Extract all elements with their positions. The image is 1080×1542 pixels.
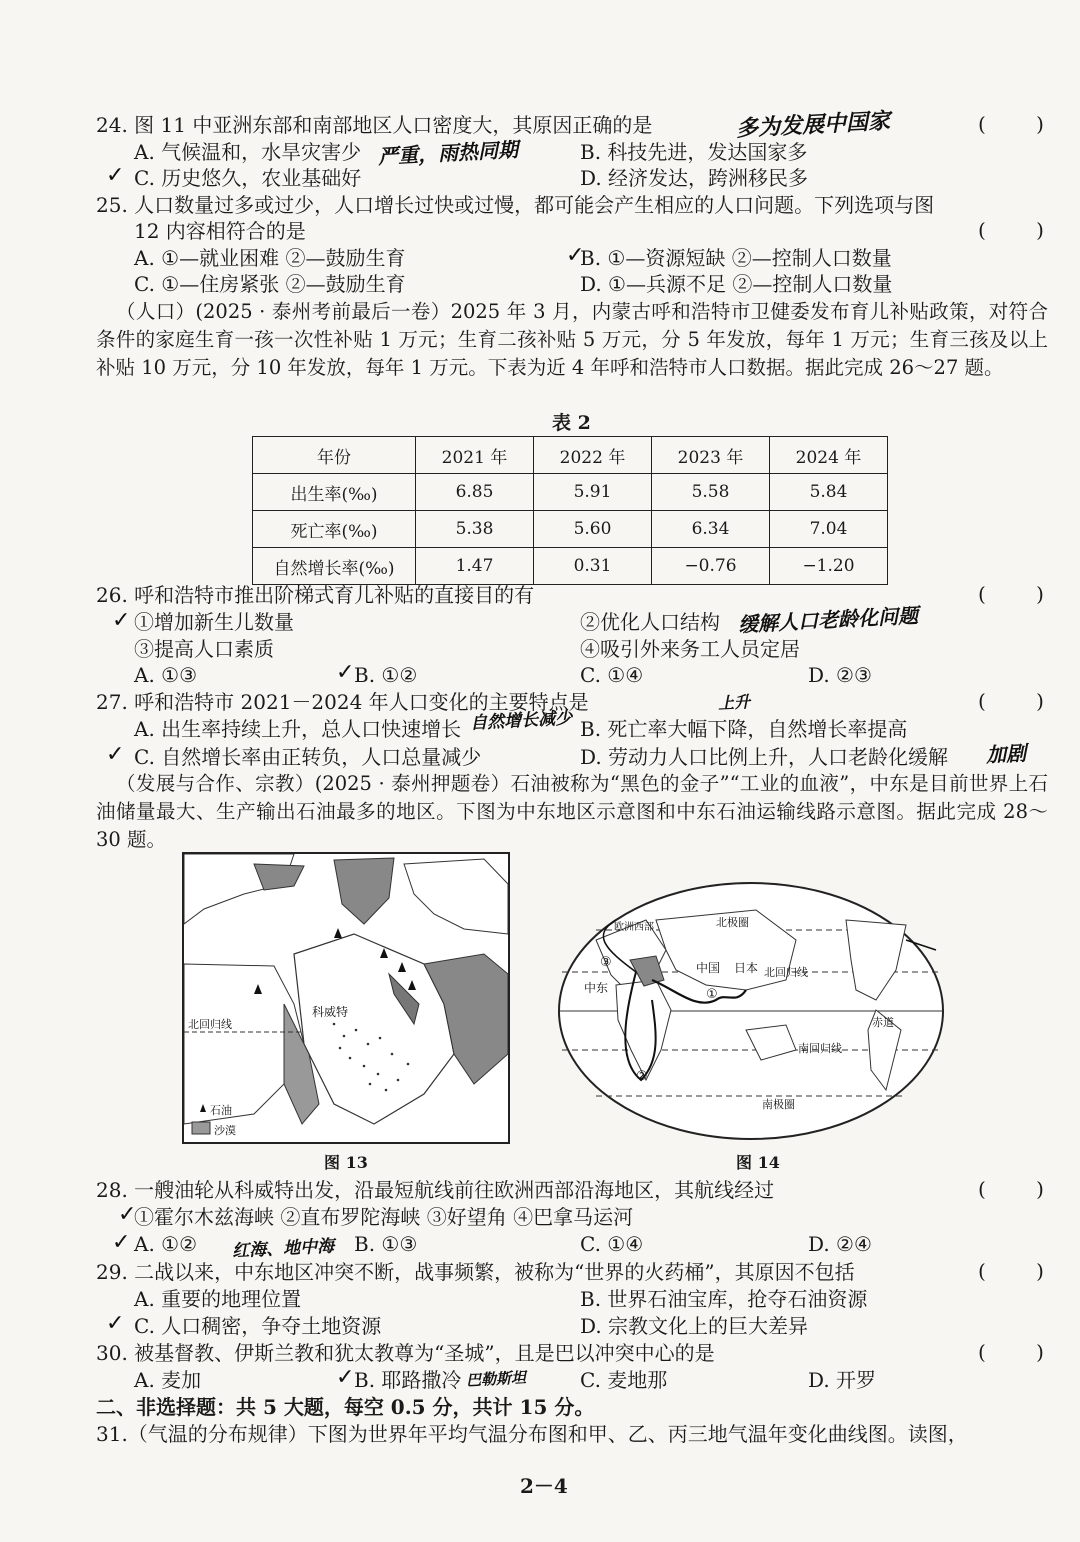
table2-caption: 表 2 xyxy=(552,412,591,434)
q25-stem-2: 12 内容相符合的是 xyxy=(134,219,306,243)
q28-bracket: ( ) xyxy=(978,1177,1066,1201)
q28-options: ①霍尔木兹海峡 ②直布罗陀海峡 ③好望角 ④巴拿马运河 xyxy=(134,1205,634,1229)
china-label: 中国 xyxy=(696,961,721,975)
q26-option-4: ④吸引外来务工人员定居 xyxy=(580,637,800,661)
antarctic-label: 南极圈 xyxy=(762,1098,795,1111)
table-cell: 5.91 xyxy=(534,474,652,511)
table-cell: 5.60 xyxy=(534,511,652,548)
q25-option-c: C. ①—住房紧张 ②—鼓励生育 xyxy=(134,272,406,296)
table-cell: 1.47 xyxy=(416,548,534,585)
table-cell: 5.38 xyxy=(416,511,534,548)
q26-option-1: ①增加新生儿数量 xyxy=(134,610,294,634)
q24-handwriting: 多为发展中国家 xyxy=(735,108,891,143)
q26-answer-c: C. ①④ xyxy=(580,663,644,687)
table-cell: 出生率(‰) xyxy=(253,474,416,511)
q31-stem: 31.（气温的分布规律）下图为世界年平均气温分布图和甲、乙、丙三地气温年变化曲线图。读图， xyxy=(96,1422,968,1446)
q25-option-a: A. ①—就业困难 ②—鼓励生育 xyxy=(134,246,406,270)
q28-stem: 28. 一艘油轮从科威特出发，沿最短航线前往欧洲西部沿海地区，其航线经过 xyxy=(96,1178,775,1202)
legend-desert-label: 沙漠 xyxy=(214,1124,236,1137)
q28-a-note: 红海、地中海 xyxy=(231,1236,335,1262)
check-mark: ✓ xyxy=(566,243,585,268)
tropic-n-label: 北回归线 xyxy=(764,966,808,979)
figure-14-caption: 图 14 xyxy=(736,1153,780,1172)
q27-stem: 27. 呼和浩特市 2021－2024 年人口变化的主要特点是 xyxy=(96,690,589,714)
q30-option-b: B. 耶路撒冷 xyxy=(354,1368,462,1392)
table-cell: 6.34 xyxy=(652,511,770,548)
table-header-row xyxy=(253,437,888,474)
q24-bracket: ( ) xyxy=(978,112,1066,136)
q29-option-d: D. 宗教文化上的巨大差异 xyxy=(580,1314,809,1338)
q26-stem: 26. 呼和浩特市推出阶梯式育儿补贴的直接目的有 xyxy=(96,583,535,607)
arctic-label: 北极圈 xyxy=(716,916,749,929)
check-mark: ✓ xyxy=(106,163,125,188)
q28-answer-d: D. ②④ xyxy=(808,1232,872,1256)
q24-a-note: 严重，雨热同期 xyxy=(377,137,519,169)
table-cell: 自然增长率(‰) xyxy=(253,548,416,585)
q29-option-b: B. 世界石油宝库，抢夺石油资源 xyxy=(580,1287,868,1311)
table-header-cell: 2024 年 xyxy=(770,437,888,474)
q27-b-note: 上升 xyxy=(717,692,751,713)
world-route-map-svg xyxy=(556,880,946,1142)
q24-option-d: D. 经济发达，跨洲移民多 xyxy=(580,166,809,190)
q26-bracket: ( ) xyxy=(978,582,1066,606)
q30-option-c: C. 麦地那 xyxy=(580,1368,668,1392)
check-mark: ✓ xyxy=(118,1202,137,1227)
q26-note: 缓解人口老龄化问题 xyxy=(737,603,919,637)
check-mark: ✓ xyxy=(106,1311,125,1336)
table-cell: 6.85 xyxy=(416,474,534,511)
kuwait-label: 科威特 xyxy=(312,1005,349,1019)
check-mark: ✓ xyxy=(106,742,125,767)
table-header-cell: 2023 年 xyxy=(652,437,770,474)
q27-option-c: C. 自然增长率由正转负，人口总量减少 xyxy=(134,745,482,769)
q26-option-3: ③提高人口素质 xyxy=(134,637,274,661)
japan-label: 日本 xyxy=(734,961,759,975)
q29-bracket: ( ) xyxy=(978,1259,1066,1283)
q24-option-a: A. 气候温和，水旱灾害少 xyxy=(134,140,362,164)
q25-bracket: ( ) xyxy=(978,218,1066,242)
q25-option-b: B. ①—资源短缺 ②—控制人口数量 xyxy=(580,246,892,270)
q24-option-b: B. 科技先进，发达国家多 xyxy=(580,140,808,164)
q29-option-c: C. 人口稠密，争夺土地资源 xyxy=(134,1314,382,1338)
q27-d-note: 加剧 xyxy=(985,740,1027,768)
route-2-label: ② xyxy=(636,1069,648,1084)
q26-option-2: ②优化人口结构 xyxy=(580,610,720,634)
intro-26-27: （人口）(2025 · 泰州考前最后一卷）2025 年 3 月，内蒙古呼和浩特市卫健委发布育儿补贴政策，对符合条件的家庭生育一孩一次性补贴 1 万元；生育二孩补贴 5 万元，分 5 年发放，每年 1 万元；生育三孩及以上补贴 10 万元，分 10 年发放，每年 1 万元。下表为近 4 年呼和浩特市人口数据。据此完成 26～27 题。 xyxy=(96,300,1048,379)
figure-13-map xyxy=(182,852,510,1144)
q30-option-d: D. 开罗 xyxy=(808,1368,877,1392)
q30-stem: 30. 被基督教、伊斯兰教和犹太教尊为“圣城”，且是巴以冲突中心的是 xyxy=(96,1341,715,1365)
q26-answer-b: B. ①② xyxy=(354,663,418,687)
tropic-label: 北回归线 xyxy=(188,1018,232,1031)
check-mark: ✓ xyxy=(112,1230,131,1255)
q26-answer-d: D. ②③ xyxy=(808,663,872,687)
q24-option-c: C. 历史悠久，农业基础好 xyxy=(134,166,362,190)
check-mark: ✓ xyxy=(336,660,355,685)
q30-bracket: ( ) xyxy=(978,1340,1066,1364)
figure-13-caption: 图 13 xyxy=(324,1153,368,1172)
table-cell: 5.84 xyxy=(770,474,888,511)
table-header-cell: 2021 年 xyxy=(416,437,534,474)
q28-answer-c: C. ①④ xyxy=(580,1232,644,1256)
west-europe-label: 欧洲西部 xyxy=(614,922,654,933)
legend-oil-label: 石油 xyxy=(210,1104,232,1117)
mideast-label: 中东 xyxy=(584,981,609,995)
table-header-cell: 年份 xyxy=(253,437,416,474)
table-cell: 7.04 xyxy=(770,511,888,548)
section-2-heading: 二、非选择题：共 5 大题，每空 0.5 分，共计 15 分。 xyxy=(96,1395,595,1419)
q27-option-a: A. 出生率持续上升，总人口快速增长 xyxy=(134,717,462,741)
intro-28-30: （发展与合作、宗教）(2025 · 泰州押题卷）石油被称为“黑色的金子”“工业的血液”，中东是目前世界上石油储量最大、生产输出石油最多的地区。下图为中东地区示意图和中东石油运输线路示意图。据此完成 28～30 题。 xyxy=(96,772,1048,851)
q27-a-note: 自然增长减少 xyxy=(469,708,573,734)
table-cell: −1.20 xyxy=(770,548,888,585)
table-cell: 0.31 xyxy=(534,548,652,585)
q28-answer-b: B. ①③ xyxy=(354,1232,418,1256)
q26-answer-a: A. ①③ xyxy=(134,663,198,687)
page-number: 2－4 xyxy=(520,1474,568,1498)
route-3-label: ③ xyxy=(600,955,612,970)
tropic-s-label: 南回归线 xyxy=(798,1042,842,1055)
q24-stem: 24. 图 11 中亚洲东部和南部地区人口密度大，其原因正确的是 xyxy=(96,113,653,137)
table-row xyxy=(253,511,888,548)
table-header-cell: 2022 年 xyxy=(534,437,652,474)
q30-option-a: A. 麦加 xyxy=(134,1368,202,1392)
table-row xyxy=(253,548,888,585)
check-mark: ✓ xyxy=(112,608,131,633)
q27-bracket: ( ) xyxy=(978,689,1066,713)
q25-stem-1: 25. 人口数量过多或过少，人口增长过快或过慢，都可能会产生相应的人口问题。下列选项与图 xyxy=(96,193,935,217)
equator-label: 赤道 xyxy=(872,1016,894,1029)
q29-option-a: A. 重要的地理位置 xyxy=(134,1287,302,1311)
table-row xyxy=(253,474,888,511)
q29-stem: 29. 二战以来，中东地区冲突不断，战事频繁，被称为“世界的火药桶”，其原因不包括 xyxy=(96,1260,855,1284)
table-cell: −0.76 xyxy=(652,548,770,585)
middle-east-map-svg xyxy=(184,854,508,1142)
table-cell: 5.58 xyxy=(652,474,770,511)
q27-option-d: D. 劳动力人口比例上升，人口老龄化缓解 xyxy=(580,745,949,769)
table-cell: 死亡率(‰) xyxy=(253,511,416,548)
route-1-label: ① xyxy=(706,987,718,1002)
check-mark: ✓ xyxy=(336,1365,355,1390)
q28-answer-a: A. ①② xyxy=(134,1232,198,1256)
q25-option-d: D. ①—兵源不足 ②—控制人口数量 xyxy=(580,272,893,296)
q30-b-note: 巴勒斯坦 xyxy=(465,1368,527,1390)
q27-option-b: B. 死亡率大幅下降，自然增长率提高 xyxy=(580,717,908,741)
figure-14-map xyxy=(556,880,946,1142)
table-2 xyxy=(252,436,888,585)
